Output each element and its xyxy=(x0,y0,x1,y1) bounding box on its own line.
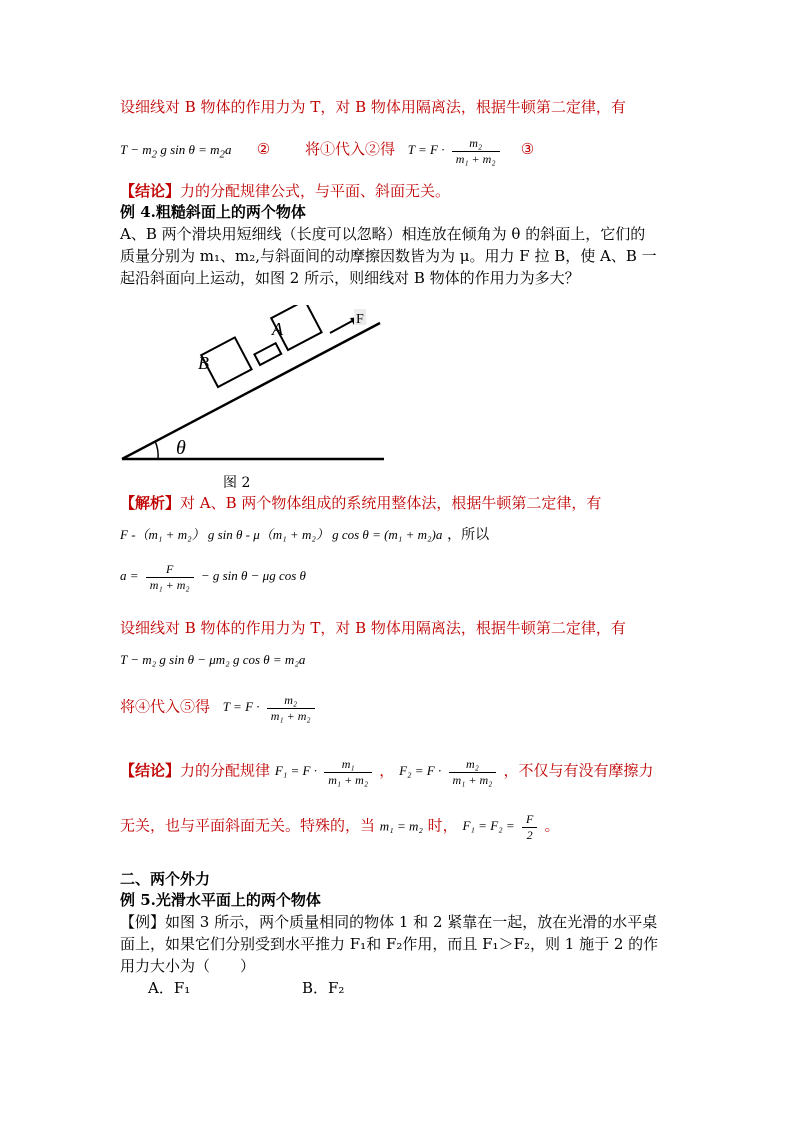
conclusion-tag: 【结论】 xyxy=(120,182,181,200)
paragraph-isolation-1: 设细线对 B 物体的作用力为 T，对 B 物体用隔离法，根据牛顿第二定律，有 xyxy=(120,98,626,116)
label-b: B xyxy=(198,353,209,373)
example-5-line-3: 用力大小为（ ） xyxy=(120,957,256,975)
label-a: A xyxy=(272,319,283,339)
option-b: B．F₂ xyxy=(302,979,345,997)
example-4-title: 例 4.粗糙斜面上的两个物体 xyxy=(120,203,306,221)
example-4-line-1: A、B 两个滑块用短细线（长度可以忽略）相连放在倾角为 θ 的斜面上，它们的 xyxy=(120,225,646,243)
acceleration-equation: a = $\frac{F}{\text{m₁ + m₂}}$ − g sin θ − μg cos θ xyxy=(120,562,306,592)
analysis-line xyxy=(120,492,601,513)
equation-3: T = F · $\frac{\text{m₂}}{\text{m₁ + m₂}}$ xyxy=(408,142,507,157)
conclusion-2-line-2: 无关，也与平面斜面无关。特殊的，当 m₁ = m₂ 时， F₁ = F₂ = $\frac{F}{2}$ 。 xyxy=(120,812,560,842)
example-5-line-1: 【例】如图 3 所示，两个质量相同的物体 1 和 2 紧靠在一起，放在光滑的水平桌 xyxy=(120,913,658,931)
example-4-line-2: 质量分别为 m₁、m₂,与斜面间的动摩擦因数皆为为 μ。用力 F 拉 B，使 A、B 一 xyxy=(120,247,657,265)
section-2-heading: 二、两个外力 xyxy=(120,870,211,888)
force-arrow xyxy=(330,320,354,333)
formula-f2: F₂ = F · $\frac{\text{m₂}}{\text{m₁ + m₂}}$ xyxy=(399,763,503,778)
example-4-line-3: 起沿斜面向上运动，如图 2 所示，则细线对 B 物体的作用力为多大？ xyxy=(120,269,580,287)
equation-6: T = F · $\frac{\text{m₂}}{\text{m₁ + m₂}}$ xyxy=(223,699,319,714)
paragraph-isolation-2: 设细线对 B 物体的作用力为 T，对 B 物体用隔离法，根据牛顿第二定律，有 xyxy=(120,619,626,637)
formula-f1: F₁ = F · $\frac{\text{m₁}}{\text{m₁ + m₂}}$ xyxy=(275,763,379,778)
label-f: F xyxy=(356,312,364,327)
system-equation-tail: ，所以 xyxy=(447,527,490,543)
incline-diagram xyxy=(110,305,400,495)
slope-line xyxy=(122,323,380,459)
conclusion-1 xyxy=(120,180,450,201)
substitution-text-2: 将④代入⑤得 xyxy=(120,697,211,716)
conclusion-text: 力的分配规律公式，与平面、斜面无关。 xyxy=(180,182,451,200)
figure-caption: 图 2 xyxy=(223,475,251,491)
conclusion-2-line-1: 【结论】力的分配规律 F₁ = F · $\frac{\text{m₁}}{\text{m₁ + m₂}}$ ， F₂ = F · $\frac{\text{m₂}}{\text{m₁ + m₂}}$ ，不仅与有没有摩擦力 xyxy=(120,757,654,787)
formula-equal-split: F₁ = F₂ = $\frac{F}{2}$ xyxy=(462,818,544,833)
equation-5: T − m₂ g sin θ − μm₂ g cos θ = m₂a xyxy=(120,652,306,667)
analysis-text: 对 A、B 两个物体组成的系统用整体法，根据牛顿第二定律，有 xyxy=(180,494,602,512)
conclusion-2-tag: 【结论】 xyxy=(120,761,181,780)
label-theta: θ xyxy=(176,437,186,459)
substitution-text: 将①代入②得 xyxy=(304,140,395,159)
equation-mark-3: ③ xyxy=(520,140,535,159)
analysis-tag: 【解析】 xyxy=(120,494,181,512)
equation-2-row xyxy=(120,136,534,167)
equation-6-row xyxy=(120,693,319,724)
option-a: A．F₁ xyxy=(148,979,191,997)
connector-string xyxy=(254,343,281,365)
angle-arc xyxy=(155,441,158,459)
system-equation: F -（m₁ + m₂） g sin θ - μ（m₁ + m₂） g cos θ = (m₁ + m₂)a xyxy=(120,527,443,542)
system-equation-row xyxy=(120,524,489,544)
equation-2: $T - m_2$ g $\sin \theta = m_2a$ xyxy=(120,142,232,162)
equation-mark-2: ② xyxy=(256,140,271,159)
example-5-title: 例 5.光滑水平面上的两个物体 xyxy=(120,891,321,909)
example-5-line-2: 面上，如果它们分别受到水平推力 F₁和 F₂作用，而且 F₁＞F₂，则 1 施于 2 的作 xyxy=(120,935,659,953)
